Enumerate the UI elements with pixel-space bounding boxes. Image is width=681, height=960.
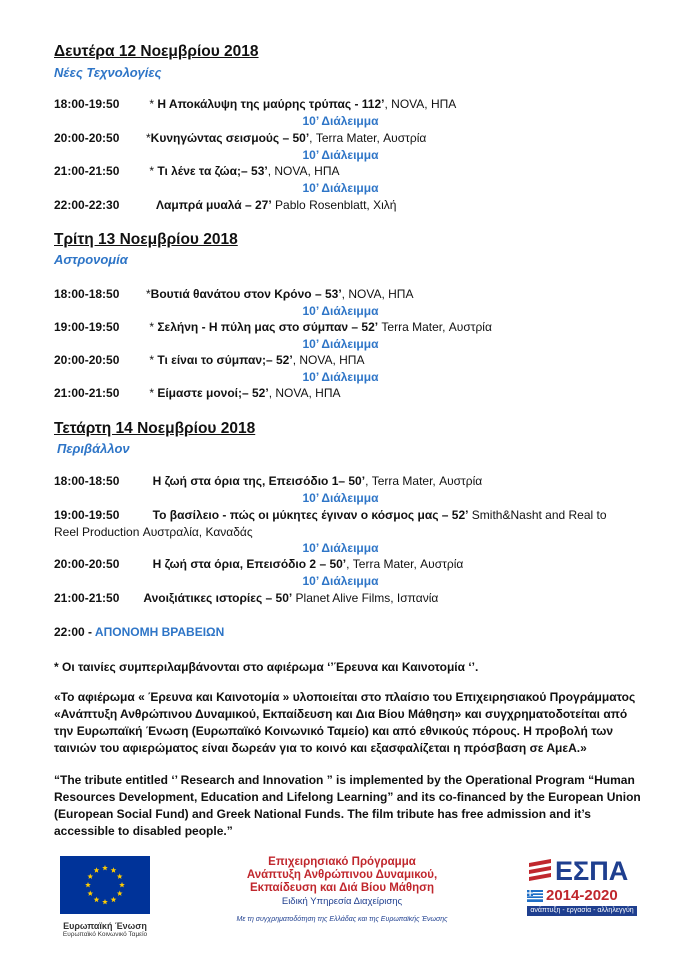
film-title: Η ζωή στα όρια της, Επεισόδιο 1– 50’ [152, 474, 366, 488]
schedule-row [54, 507, 634, 541]
schedule-row [54, 386, 341, 400]
asterisk: * [146, 164, 158, 178]
day-title-wednesday: Τετάρτη 14 Νοεμβρίου 2018 [54, 420, 256, 437]
film-credits: Terra Mater, Αυστρία [378, 320, 492, 334]
film-credits: , NOVA, ΗΠΑ [292, 353, 365, 367]
schedule-row [54, 287, 413, 301]
time-slot: 18:00-19:50 [54, 97, 120, 111]
greek-flag-icon [527, 890, 543, 902]
asterisk: * [146, 97, 158, 111]
theme-new-technologies: Νέες Τεχνολογίες [54, 65, 162, 80]
schedule-row [54, 474, 482, 488]
film-title: Το βασίλειο - πώς οι μύκητες έγιναν ο κόσμος μας – 52’ [152, 508, 469, 522]
theme-environment: Περιβάλλον [57, 441, 130, 456]
film-credits: , NOVA, ΗΠΑ [384, 97, 457, 111]
time-slot: 21:00-21:50 [54, 164, 120, 178]
film-credits: Pablo Rosenblatt, Χιλή [271, 198, 397, 212]
film-title: Είμαστε μονοί;– 52’ [157, 386, 269, 400]
award-label: ΑΠΟΝΟΜΗ ΒΡΑΒΕΙΩΝ [94, 625, 225, 639]
break-label: 10’ Διάλειμμα [302, 574, 379, 588]
day-title-monday: Δευτέρα 12 Νοεμβρίου 2018 [54, 43, 259, 60]
op-cofund: Με τη συγχρηματοδότηση της Ελλάδας και της Ευρωπαϊκής Ένωσης [236, 916, 448, 923]
film-title: Λαμπρά μυαλά – 27’ [156, 198, 272, 212]
op-authority: Ειδική Υπηρεσία Διαχείρισης [281, 896, 403, 907]
eu-fund: Ευρωπαϊκό Κοινωνικό Ταμείο [62, 931, 148, 938]
break-label: 10’ Διάλειμμα [302, 181, 379, 195]
film-title: Ανοιξιάτικες ιστορίες – 50’ [143, 591, 293, 605]
op-title: Επιχειρησιακό Πρόγραμμα [268, 856, 416, 868]
film-title: Κυνηγώντας σεισμούς – 50’ [150, 131, 310, 145]
schedule-row [54, 164, 340, 178]
asterisk: * [146, 320, 158, 334]
op-line-3: Εκπαίδευση και Διά Βίου Μάθηση [249, 882, 435, 894]
espa-name: ΕΣΠΑ [555, 856, 629, 886]
schedule-row [54, 97, 456, 111]
espa-logo [527, 856, 637, 916]
asterisk: * [146, 131, 151, 145]
film-title: Η ζωή στα όρια, Επεισόδιο 2 – 50’ [152, 557, 347, 571]
paragraph-english: “The tribute entitled ‘’ Research and Innovation ” is implemented by the Operational Program “Human Resources Development, Education and Lifelong Learning” and its co-financed by the European Union (European Social Fund) and Greek National Funds. The film tribute has free admission and it’s accessible to disabled people.” [54, 773, 641, 838]
eu-flag-icon [60, 856, 150, 914]
schedule-row [54, 198, 396, 212]
film-credits: Planet Alive Films, Ισπανία [292, 591, 439, 605]
award-time: 22:00 - [54, 625, 95, 639]
time-slot: 21:00-21:50 [54, 386, 120, 400]
film-credits: , NOVA, ΗΠΑ [268, 386, 341, 400]
time-slot: 20:00-20:50 [54, 557, 120, 571]
spacer [146, 557, 153, 571]
time-slot: 20:00-20:50 [54, 131, 120, 145]
espa-motto: ανάπτυξη - εργασία - αλληλεγγύη [527, 906, 637, 916]
schedule-row [54, 131, 426, 145]
eu-name: Ευρωπαϊκή Ένωση [63, 921, 147, 931]
spacer [146, 198, 156, 212]
time-slot: 20:00-20:50 [54, 353, 120, 367]
film-credits: , NOVA, ΗΠΑ [341, 287, 414, 301]
film-credits: , Terra Mater, Αυστρία [346, 557, 464, 571]
footnote: * Οι ταινίες συμπεριλαμβάνονται στο αφιέρωμα ‘’Έρευνα και Καινοτομία ‘’. [54, 660, 479, 674]
break-label: 10’ Διάλειμμα [302, 148, 379, 162]
break-label: 10’ Διάλειμμα [302, 337, 379, 351]
break-label: 10’ Διάλειμμα [302, 304, 379, 318]
film-title: Τι είναι το σύμπαν;– 52’ [157, 353, 293, 367]
break-label: 10’ Διάλειμμα [302, 114, 379, 128]
film-title: Τι λένε τα ζώα;– 53’ [157, 164, 268, 178]
operational-programme-logo [222, 856, 462, 923]
theme-astronomy: Αστρονομία [54, 252, 128, 267]
espa-years: 2014-2020 [546, 887, 618, 904]
espa-mark [527, 856, 637, 886]
spacer [146, 508, 153, 522]
time-slot: 21:00-21:50 [54, 591, 120, 605]
break-label: 10’ Διάλειμμα [302, 541, 379, 555]
film-credits: , NOVA, ΗΠΑ [267, 164, 340, 178]
spacer [146, 474, 153, 488]
break-label: 10’ Διάλειμμα [302, 491, 379, 505]
schedule-row [54, 591, 438, 605]
espa-stripes-icon [527, 857, 553, 885]
film-title: Σελήνη - Η πύλη μας στο σύμπαν – 52’ [157, 320, 379, 334]
time-slot: 19:00-19:50 [54, 508, 120, 522]
film-credits: , Terra Mater, Αυστρία [309, 131, 427, 145]
time-slot: 18:00-18:50 [54, 474, 120, 488]
asterisk: * [146, 353, 158, 367]
time-slot: 22:00-22:30 [54, 198, 120, 212]
film-title: Η Αποκάλυψη της μαύρης τρύπας - 112’ [157, 97, 385, 111]
film-title: Βουτιά θανάτου στον Κρόνο – 53’ [150, 287, 342, 301]
paragraph-greek: «Το αφιέρωμα « Έρευνα και Καινοτομία » υλοποιείται στο πλαίσιο του Επιχειρησιακού Προγράμματος «Ανάπτυξη Ανθρώπινου Δυναμικού, Εκπαίδευση και Δια Βίου Μάθηση» και συγχρηματοδοτείται από την Ευρωπαϊκή Ένωση (Ευρωπαϊκό Κοινωνικό Ταμείο) και από εθνικούς πόρους. Η προβολή των ταινιών του αφιερώματος είναι δωρεάν για το κοινό και εξασφαλίζεται η πρόσβαση σε ΑμεΑ.» [54, 690, 636, 755]
break-label: 10’ Διάλειμμα [302, 370, 379, 384]
schedule-row [54, 557, 463, 571]
time-slot: 18:00-18:50 [54, 287, 120, 301]
day-title-tuesday: Τρίτη 13 Νοεμβρίου 2018 [54, 231, 238, 248]
film-credits: , Terra Mater, Αυστρία [365, 474, 483, 488]
film-credits: Smith&Nasht and Real to Reel Production Αυστραλία, Καναδάς [54, 508, 607, 539]
op-line-2: Ανάπτυξη Ανθρώπινου Δυναμικού, [246, 869, 438, 881]
eu-logo [60, 856, 150, 939]
schedule-row [54, 320, 492, 334]
time-slot: 19:00-19:50 [54, 320, 120, 334]
asterisk: * [146, 287, 151, 301]
schedule-row [54, 353, 364, 367]
asterisk: * [146, 386, 158, 400]
award-ceremony [54, 625, 224, 639]
espa-years-row [527, 887, 637, 904]
